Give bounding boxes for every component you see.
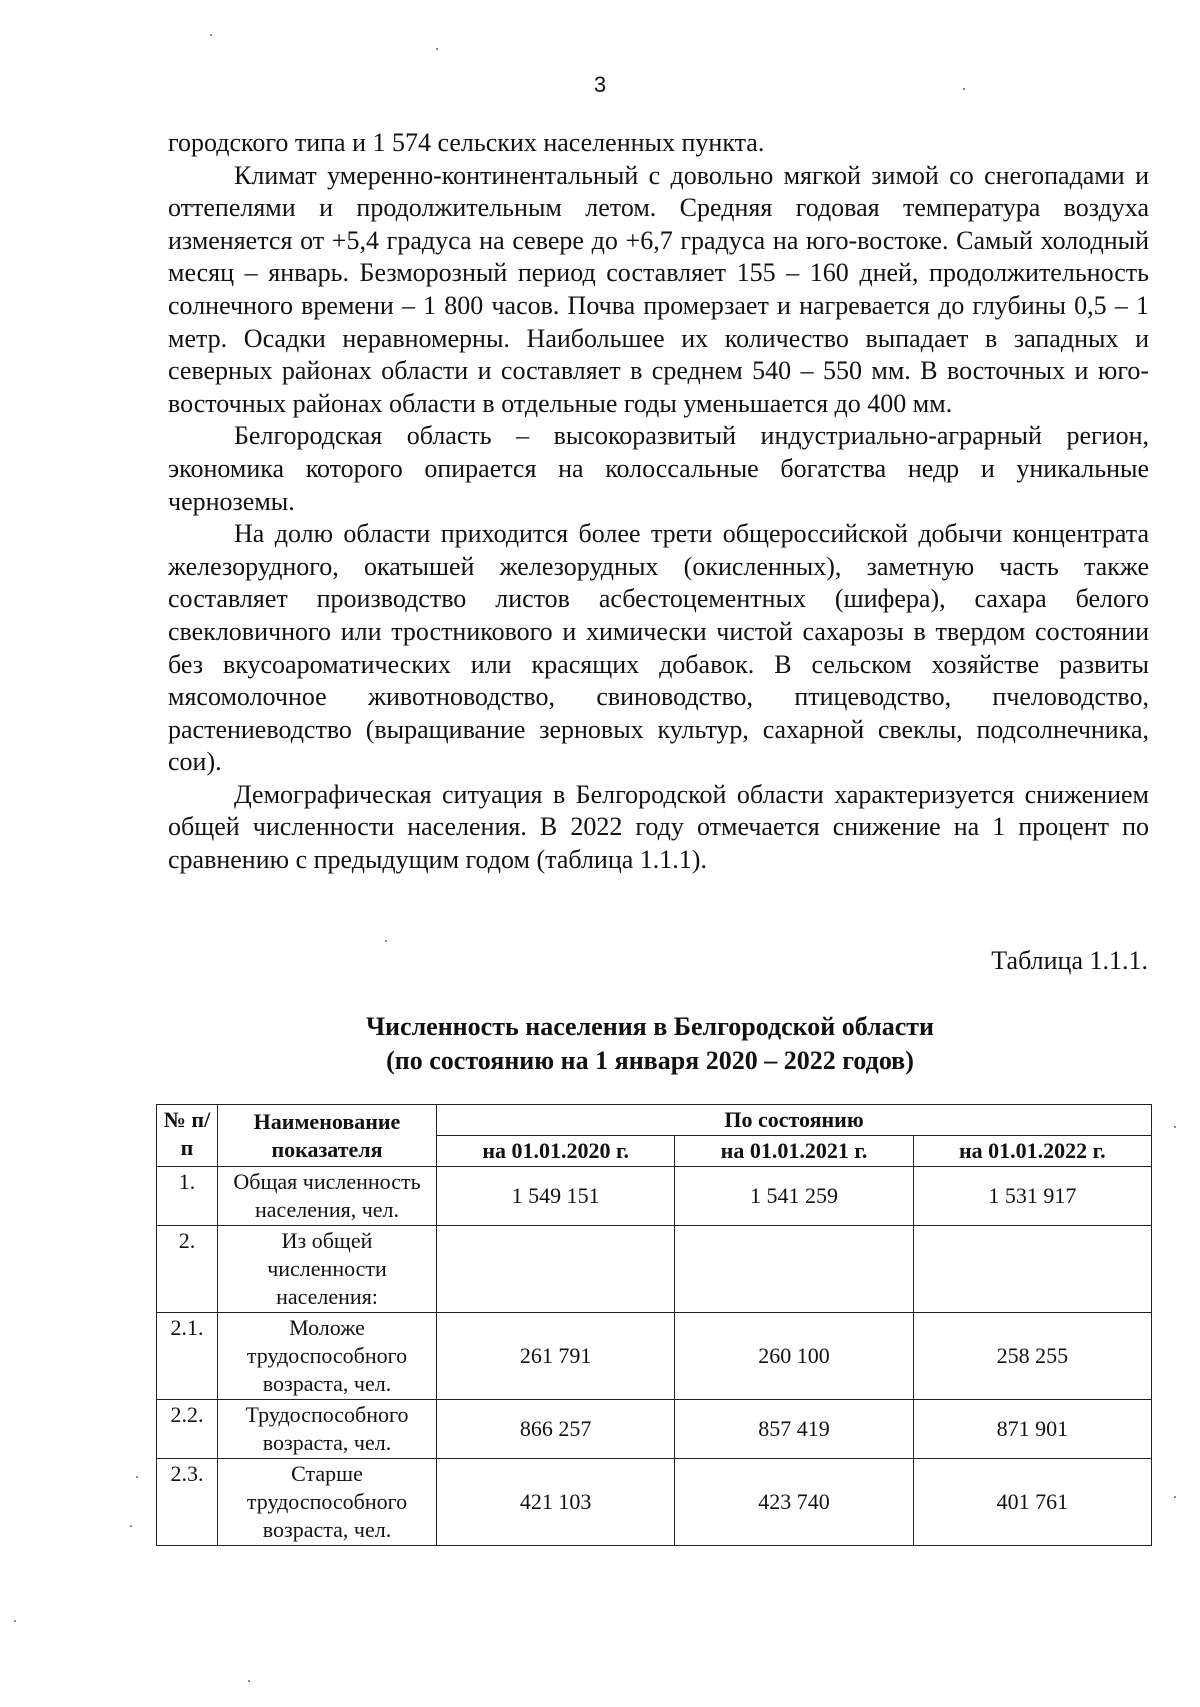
header-group: По состоянию [437, 1105, 1152, 1136]
scan-speck [385, 940, 387, 942]
row-value: 871 901 [913, 1400, 1151, 1459]
header-date: на 01.01.2021 г. [675, 1136, 913, 1167]
header-number: № п/п [157, 1105, 218, 1167]
table-title-line: (по состоянию на 1 января 2020 – 2022 годов) [386, 1046, 914, 1075]
scan-speck [248, 1680, 250, 1682]
table-row [157, 1167, 1152, 1226]
table-title [150, 1010, 1150, 1078]
table-label: Таблица 1.1.1. [991, 946, 1148, 975]
row-name: Трудоспособного возраста, чел. [218, 1400, 437, 1459]
body-text [168, 127, 1149, 877]
table-row [157, 1400, 1152, 1459]
row-value [913, 1226, 1151, 1313]
header-date: на 01.01.2022 г. [913, 1136, 1151, 1167]
row-value: 1 531 917 [913, 1167, 1151, 1226]
scan-speck [14, 1620, 16, 1622]
table-row [157, 1459, 1152, 1546]
row-number: 2. [157, 1226, 218, 1313]
scan-speck [963, 88, 965, 90]
row-value [675, 1226, 913, 1313]
row-name: Общая численность населения, чел. [218, 1167, 437, 1226]
table-row [157, 1313, 1152, 1400]
scan-speck [436, 48, 438, 50]
row-value: 421 103 [437, 1459, 675, 1546]
paragraph: городского типа и 1 574 сельских населенных пункта. [168, 128, 765, 157]
row-value: 401 761 [913, 1459, 1151, 1546]
scan-speck [136, 1476, 138, 1478]
table-row [157, 1226, 1152, 1313]
row-value: 261 791 [437, 1313, 675, 1400]
table-title-line: Численность населения в Белгородской области [365, 1012, 935, 1041]
row-name: Старше трудоспособного возраста, чел. [218, 1459, 437, 1546]
scan-speck [1174, 1496, 1176, 1498]
row-value: 260 100 [675, 1313, 913, 1400]
row-value: 258 255 [913, 1313, 1151, 1400]
row-value [437, 1226, 675, 1313]
population-table [156, 1104, 1152, 1546]
scan-speck [210, 34, 212, 36]
scan-speck [130, 1525, 132, 1527]
paragraph: Демографическая ситуация в Белгородской области характеризуется снижением общей численности населения. В 2022 году отмечается снижение на 1 процент по сравнению с предыдущим годом (таблица 1.1.1). [168, 779, 1149, 875]
header-date: на 01.01.2020 г. [437, 1136, 675, 1167]
row-value: 866 257 [437, 1400, 675, 1459]
row-number: 2.2. [157, 1400, 218, 1459]
table-header-row [157, 1105, 1152, 1136]
row-number: 2.3. [157, 1459, 218, 1546]
page-number: 3 [593, 72, 607, 97]
paragraph: Климат умеренно-континентальный с довольно мягкой зимой со снегопадами и оттепелями и продолжительным летом. Средняя годовая температура воздуха изменяется от +5,4 градуса на севере до +6,7 градуса на юго-востоке. Самый холодный месяц – январь. Безморозный период составляет 155 – 160 дней, продолжительность солнечного времени – 1 800 часов. Почва промерзает и нагревается до глубины 0,5 – 1 метр. Осадки неравномерны. Наибольшее их количество выпадает в западных и северных районах области и составляет в среднем 540 – 550 мм. В восточных и юго-восточных районах области в отдельные годы уменьшается до 400 мм. [168, 160, 1149, 418]
row-number: 1. [157, 1167, 218, 1226]
row-value: 857 419 [675, 1400, 913, 1459]
header-name: Наименование показателя [218, 1105, 437, 1167]
row-number: 2.1. [157, 1313, 218, 1400]
row-value: 1 549 151 [437, 1167, 675, 1226]
row-value: 423 740 [675, 1459, 913, 1546]
paragraph: На долю области приходится более трети общероссийской добычи концентрата железорудного, окатышей железорудных (окисленных), заметную часть также составляет производство листов асбестоцементных (шифера), сахара белого свекловичного или тростникового и химически чистой сахарозы в твердом состоянии без вкусоароматических или красящих добавок. В сельском хозяйстве развиты мясомолочное животноводство, свиноводство, птицеводство, пчеловодство, растениеводство (выращивание зерновых культур, сахарной свеклы, подсолнечника, сои). [168, 519, 1149, 777]
row-name: Моложе трудоспособного возраста, чел. [218, 1313, 437, 1400]
row-value: 1 541 259 [675, 1167, 913, 1226]
row-name: Из общей численности населения: [218, 1226, 437, 1313]
scan-speck [1174, 1126, 1176, 1128]
paragraph: Белгородская область – высокоразвитый индустриально-аграрный регион, экономика которого опирается на колоссальные богатства недр и уникальные черноземы. [168, 421, 1149, 516]
